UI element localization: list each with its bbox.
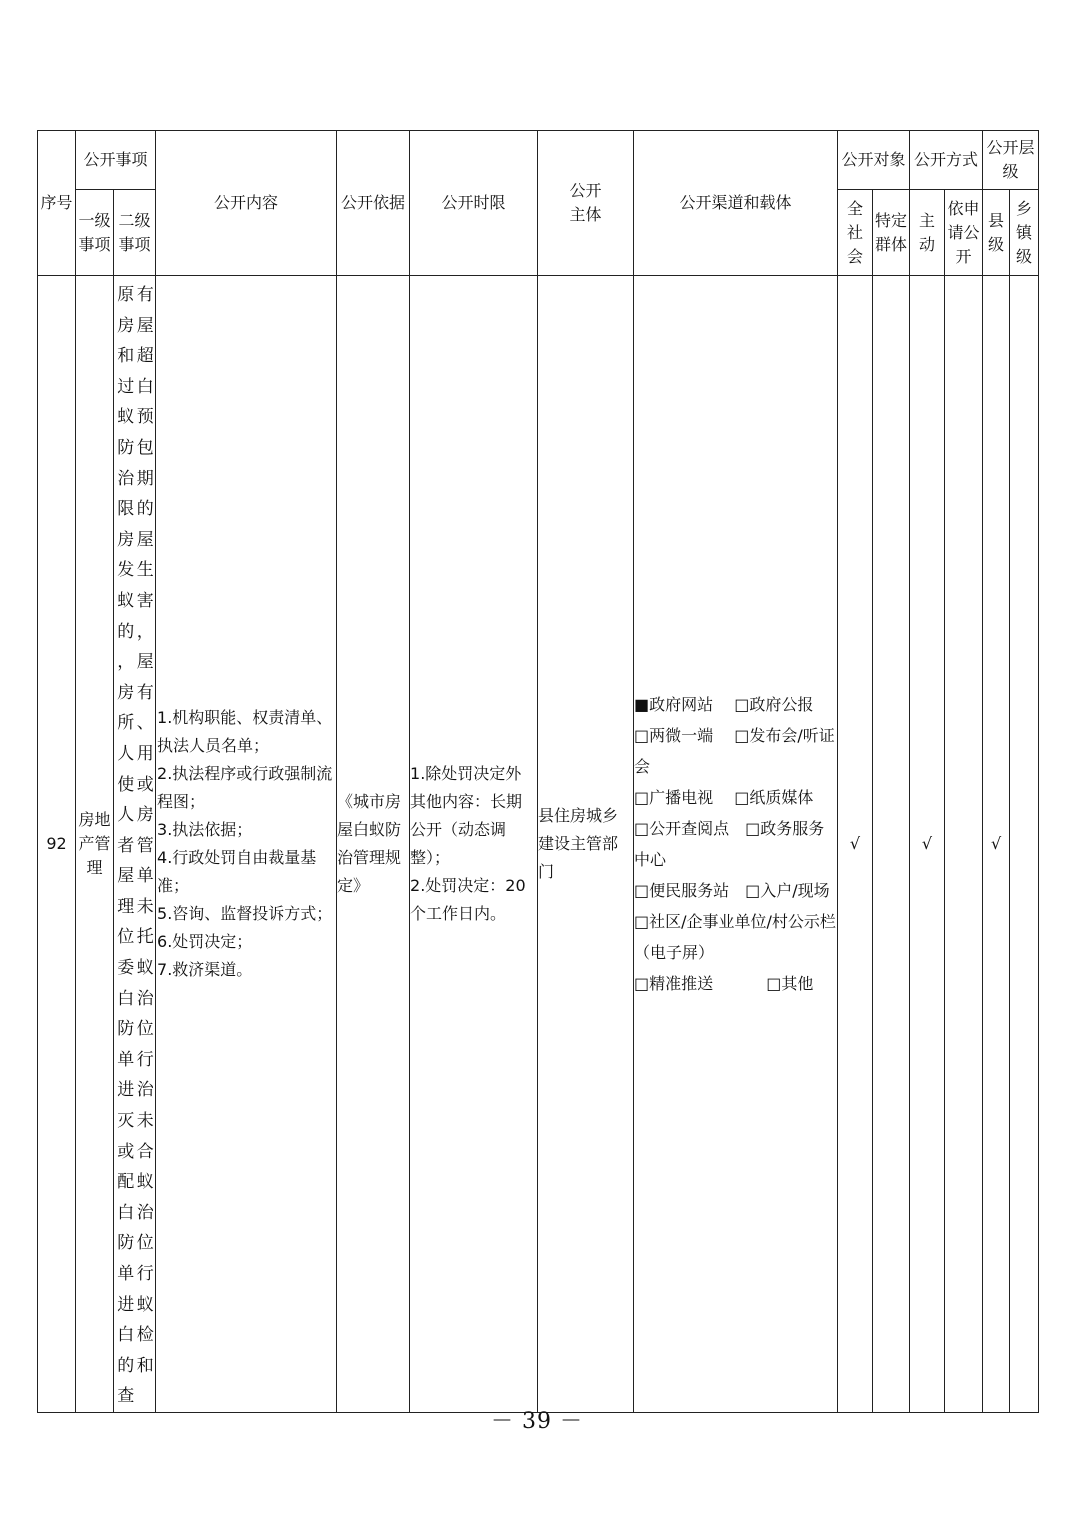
row-subject: 县住房城乡建设主管部门 (538, 276, 634, 1413)
content-item: 5.咨询、监督投诉方式； (157, 903, 333, 923)
vertical-char: 未 (136, 1111, 154, 1132)
header-level-county: 县级 (983, 190, 1010, 276)
channel-item: □公开查阅点 □政务服务中心 (634, 818, 825, 869)
channel-item: ■政府网站 □政府公报 (634, 694, 814, 714)
vertical-char: 蚁 (117, 590, 135, 611)
vertical-char: 蚁 (136, 1172, 154, 1193)
row-level2 (114, 276, 156, 1413)
vertical-char: 包 (136, 437, 154, 458)
vertical-char: 和 (117, 346, 135, 367)
vertical-char: 房 (117, 682, 135, 703)
vertical-char: 单 (136, 866, 154, 887)
vertical-char: 期 (136, 468, 154, 489)
vertical-char: 者 (117, 835, 135, 856)
vertical-char: 使 (117, 774, 135, 795)
vertical-char: 用 (136, 743, 154, 764)
row-content (156, 276, 337, 1413)
header-target: 公开对象 (838, 131, 910, 190)
row-target-all: √ (838, 276, 873, 1413)
content-item: 7.救济渠道。 (157, 959, 253, 979)
vertical-char: 蚁 (117, 407, 135, 428)
vertical-char: 防 (117, 1019, 135, 1040)
header-public-items: 公开事项 (76, 131, 156, 190)
vertical-char: 位 (117, 927, 135, 948)
vertical-char: 治 (136, 1080, 154, 1101)
vertical-char: 的 (117, 1355, 135, 1376)
row-seq: 92 (38, 276, 76, 1413)
vertical-char: 白 (117, 1325, 135, 1346)
vertical-char: ， (136, 621, 154, 642)
vertical-char: 进 (117, 1080, 135, 1101)
vertical-char: 过 (117, 376, 135, 397)
vertical-char: 屋 (136, 529, 154, 550)
vertical-char: 发 (117, 560, 135, 581)
vertical-char: 行 (136, 1049, 154, 1070)
vertical-char: 防 (117, 1233, 135, 1254)
header-method-request: 依申请公开 (945, 190, 983, 276)
header-subject: 公开主体 (538, 131, 634, 276)
channel-item: □便民服务站 □入户/现场 (634, 880, 830, 900)
vertical-char: 防 (117, 437, 135, 458)
row-channels (634, 276, 838, 1413)
vertical-char: 灭 (117, 1111, 135, 1132)
vertical-char: 房 (117, 315, 135, 336)
vertical-char: 委 (117, 958, 135, 979)
vertical-char: 生 (136, 560, 154, 581)
vertical-char: 白 (136, 376, 154, 397)
vertical-char: 蚁 (136, 1294, 154, 1315)
vertical-char: 托 (136, 927, 154, 948)
header-method: 公开方式 (910, 131, 983, 190)
header-seq: 序号 (38, 131, 76, 276)
vertical-char: ， (117, 652, 135, 673)
vertical-char: 或 (117, 1141, 135, 1162)
header-time-limit: 公开时限 (410, 131, 538, 276)
vertical-char: 未 (136, 896, 154, 917)
content-item: 4.行政处罚自由裁量基准； (157, 847, 317, 895)
row-level-town (1010, 276, 1039, 1413)
vertical-char: 和 (136, 1355, 154, 1376)
channel-item: □两微一端 □发布会/听证会 (634, 725, 835, 776)
header-method-active: 主动 (910, 190, 945, 276)
vertical-char: 房 (117, 529, 135, 550)
vertical-char: 理 (117, 896, 135, 917)
vertical-char: 屋 (117, 866, 135, 887)
vertical-char: 行 (136, 1264, 154, 1284)
row-time-limit (410, 276, 538, 1413)
header-target-specific: 特定群体 (873, 190, 910, 276)
vertical-char: 屋 (136, 652, 154, 673)
vertical-char: 治 (117, 468, 135, 489)
vertical-char: 有 (136, 285, 154, 305)
vertical-char: 或 (136, 774, 154, 795)
header-level: 公开层级 (983, 131, 1039, 190)
vertical-char: 原 (117, 285, 135, 305)
row-basis: 《城市房屋白蚁防治管理规定》 (337, 276, 410, 1413)
page-number: － 39 － (491, 1409, 583, 1434)
vertical-char: 单 (117, 1264, 135, 1284)
vertical-char: 位 (136, 1233, 154, 1254)
row-level-county: √ (983, 276, 1010, 1413)
vertical-char: 进 (117, 1294, 135, 1315)
vertical-char: 白 (117, 988, 135, 1009)
time-limit-item: 2.处罚决定：20个工作日内。 (410, 875, 526, 923)
vertical-char: 所 (117, 713, 135, 734)
vertical-char: 管 (136, 835, 154, 856)
content-item: 1.机构职能、权责清单、执法人员名单； (157, 707, 333, 755)
vertical-char: 合 (136, 1141, 154, 1162)
header-content: 公开内容 (156, 131, 337, 276)
vertical-char: 超 (136, 346, 154, 367)
vertical-char: 检 (136, 1325, 154, 1346)
vertical-char: 屋 (136, 315, 154, 336)
header-target-all: 全社会 (838, 190, 873, 276)
vertical-char: 治 (136, 988, 154, 1009)
vertical-char: 预 (136, 407, 154, 428)
content-item: 3.执法依据； (157, 819, 253, 839)
disclosure-table (37, 130, 1039, 1413)
channel-item: □精准推送 □其他 (634, 973, 814, 993)
vertical-char: 限 (117, 499, 135, 520)
time-limit-item: 1.除处罚决定外其他内容：长期公开（动态调整）； (410, 763, 523, 867)
header-channels: 公开渠道和载体 (634, 131, 838, 276)
vertical-char: 的 (117, 621, 135, 642)
header-level1: 一级事项 (76, 190, 114, 276)
vertical-char: 单 (117, 1049, 135, 1070)
vertical-char: 害 (136, 590, 154, 611)
vertical-char: 有 (136, 682, 154, 703)
row-target-specific (873, 276, 910, 1413)
header-level-town: 乡镇级 (1010, 190, 1039, 276)
channel-item: □社区/企事业单位/村公示栏（电子屏） (634, 911, 836, 962)
vertical-char: 房 (136, 805, 154, 826)
row-method-active: √ (910, 276, 945, 1413)
vertical-char: 查 (117, 1386, 135, 1407)
header-basis: 公开依据 (337, 131, 410, 276)
row-level2-right-column (136, 280, 156, 1412)
channel-item: □广播电视 □纸质媒体 (634, 787, 814, 807)
vertical-char: 人 (117, 805, 135, 826)
vertical-char: 蚁 (136, 958, 154, 979)
content-item: 2.执法程序或行政强制流程图； (157, 763, 333, 811)
header-level2: 二级事项 (114, 190, 156, 276)
row-level1: 房地产管理 (76, 276, 114, 1413)
row-method-request (945, 276, 983, 1413)
vertical-char: 的 (136, 499, 154, 520)
vertical-char: 、 (136, 713, 154, 734)
content-item: 6.处罚决定； (157, 931, 253, 951)
vertical-char: 治 (136, 1202, 154, 1223)
vertical-char: 人 (117, 743, 135, 764)
vertical-char: 位 (136, 1019, 154, 1040)
row-level2-left-column (116, 280, 136, 1412)
vertical-char: 配 (117, 1172, 135, 1193)
vertical-char: 白 (117, 1202, 135, 1223)
